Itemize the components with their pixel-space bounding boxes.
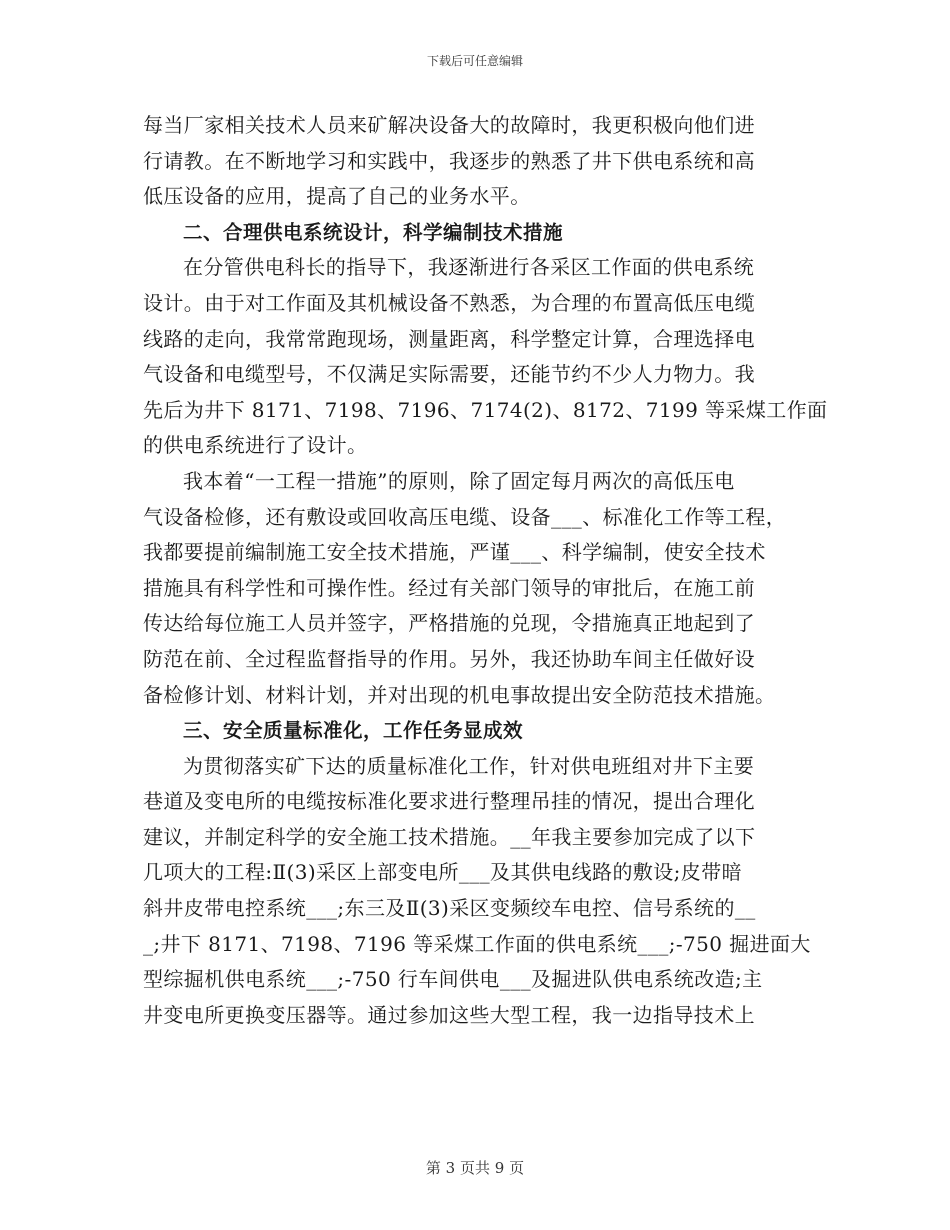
paragraph-line: 建议，并制定科学的安全施工技术措施。__年我主要参加完成了以下 xyxy=(143,824,756,849)
page-number: 第 3 页共 9 页 xyxy=(425,1159,525,1177)
paragraph-line: _;井下 8171、7198、7196 等采煤工作面的供电系统___;-750 掘进面大 xyxy=(143,931,811,956)
paragraph-line: 措施具有科学性和可操作性。经过有关部门领导的审批后，在施工前 xyxy=(143,575,755,600)
paragraph-line: 先后为井下 8171、7198、7196、7174(2)、8172、7199 等采煤工作面 xyxy=(143,397,828,422)
paragraph-line: 几项大的工程:Ⅱ(3)采区上部变电所___及其供电线路的敷设;皮带暗 xyxy=(143,860,742,885)
paragraph-line: 行请教。在不断地学习和实践中，我逐步的熟悉了井下供电系统和高 xyxy=(143,148,755,173)
page-header: 下载后可任意编辑 xyxy=(426,54,523,68)
section-heading-3: 三、安全质量标准化，工作任务显成效 xyxy=(183,719,524,743)
section-heading-2: 二、合理供电系统设计，科学编制技术措施 xyxy=(183,220,564,244)
paragraph-line: 线路的走向，我常常跑现场，测量距离，科学整定计算，合理选择电 xyxy=(143,326,755,351)
document-body xyxy=(143,108,828,1033)
paragraph-line: 低压设备的应用，提高了自己的业务水平。 xyxy=(143,184,531,209)
paragraph-line: 的供电系统进行了设计。 xyxy=(143,433,368,458)
paragraph-line: 为贯彻落实矿下达的质量标准化工作，针对供电班组对井下主要 xyxy=(183,753,755,778)
paragraph-line: 我都要提前编制施工安全技术措施，严谨___、科学编制，使安全技术 xyxy=(143,540,766,565)
paragraph-line: 气设备和电缆型号，不仅满足实际需要，还能节约不少人力物力。我 xyxy=(143,362,755,387)
paragraph-line: 斜井皮带电控系统___;东三及Ⅱ(3)采区变频绞车电控、信号系统的__ xyxy=(143,896,756,921)
paragraph-line: 气设备检修，还有敷设或回收高压电缆、设备___、标准化工作等工程， xyxy=(143,504,787,529)
paragraph-line: 我本着“一工程一措施”的原则，除了固定每月两次的高低压电 xyxy=(183,468,735,493)
paragraph-line: 设计。由于对工作面及其机械设备不熟悉，为合理的布置高低压电缆 xyxy=(143,290,755,315)
paragraph-line: 每当厂家相关技术人员来矿解决设备大的故障时，我更积极向他们进 xyxy=(143,113,755,137)
paragraph-line: 型综掘机供电系统___;-750 行车间供电___及掘进队供电系统改造;主 xyxy=(143,967,763,992)
paragraph-line: 传达给每位施工人员并签字，严格措施的兑现，令措施真正地起到了 xyxy=(143,611,755,636)
paragraph-line: 井变电所更换变压器等。通过参加这些大型工程，我一边指导技术上 xyxy=(143,1002,755,1027)
paragraph-line: 在分管供电科长的指导下，我逐渐进行各采区工作面的供电系统 xyxy=(183,255,755,280)
paragraph-line: 巷道及变电所的电缆按标准化要求进行整理吊挂的情况，提出合理化 xyxy=(143,789,755,814)
paragraph-line: 备检修计划、材料计划，并对出现的机电事故提出安全防范技术措施。 xyxy=(143,682,776,707)
paragraph-line: 防范在前、全过程监督指导的作用。另外，我还协助车间主任做好设 xyxy=(143,646,755,671)
